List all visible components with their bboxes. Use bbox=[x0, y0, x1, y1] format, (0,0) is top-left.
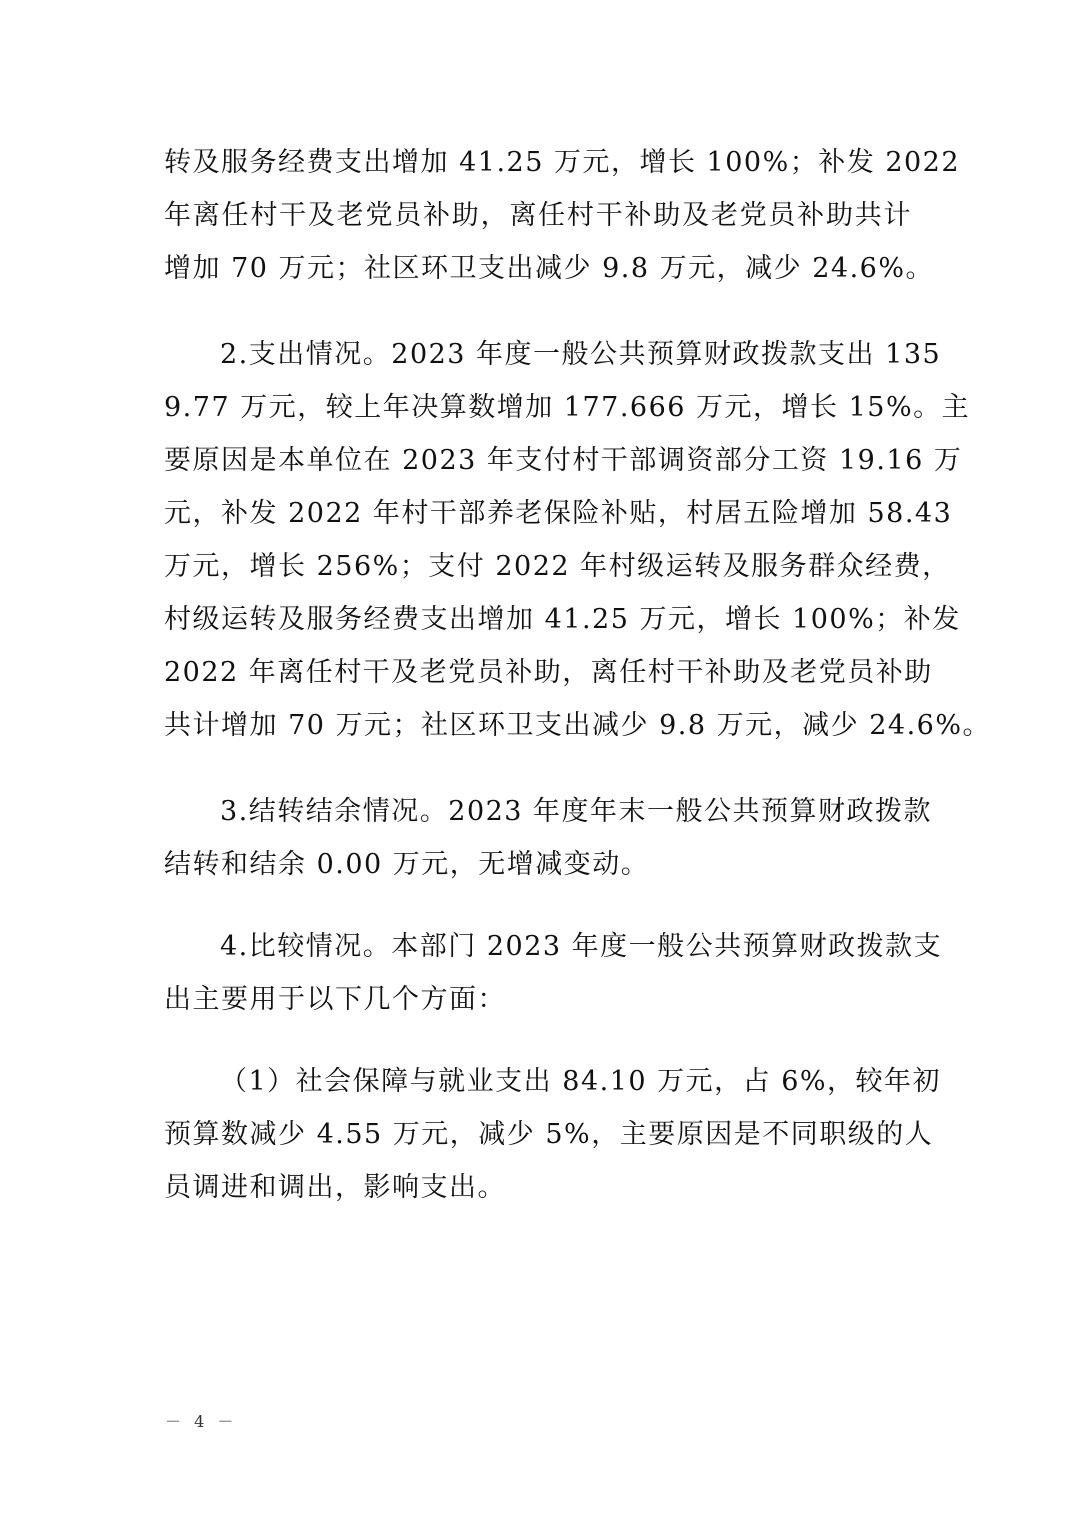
paragraph-line: 员调进和调出，影响支出。 bbox=[164, 1172, 506, 1203]
paragraph-line: 转及服务经费支出增加 41.25 万元，增长 100%；补发 2022 bbox=[164, 147, 961, 178]
paragraph-line: 要原因是本单位在 2023 年支付村干部调资部分工资 19.16 万 bbox=[164, 445, 963, 476]
paragraph-line: 出主要用于以下几个方面： bbox=[164, 984, 506, 1015]
paragraph-carryover bbox=[164, 785, 933, 891]
paragraph-line: 2.支出情况。2023 年度一般公共预算财政拨款支出 135 bbox=[220, 339, 942, 370]
paragraph-line: 村级运转及服务经费支出增加 41.25 万元，增长 100%；补发 bbox=[164, 604, 961, 635]
paragraph-line: 万元，增长 256%；支付 2022 年村级运转及服务群众经费， bbox=[164, 551, 951, 582]
paragraph-line: 2022 年离任村干及老党员补助，离任村干补助及老党员补助 bbox=[164, 657, 933, 688]
paragraph-line: 9.77 万元，较上年决算数增加 177.666 万元，增长 15%。主 bbox=[164, 392, 971, 423]
paragraph-line: （1）社会保障与就业支出 84.10 万元，占 6%，较年初 bbox=[220, 1066, 942, 1097]
paragraph-line: 年离任村干及老党员补助，离任村干补助及老党员补助共计 bbox=[164, 200, 912, 231]
paragraph-comparison bbox=[164, 920, 943, 1026]
paragraph-line: 4.比较情况。本部门 2023 年度一般公共预算财政拨款支 bbox=[220, 931, 943, 962]
paragraph-social-security bbox=[164, 1055, 942, 1214]
paragraph-line: 预算数减少 4.55 万元，减少 5%，主要原因是不同职级的人 bbox=[164, 1119, 934, 1150]
paragraph-line: 元，补发 2022 年村干部养老保险补贴，村居五险增加 58.43 bbox=[164, 498, 953, 529]
paragraph-continuation bbox=[164, 136, 961, 295]
paragraph-line: 3.结转结余情况。2023 年度年末一般公共预算财政拨款 bbox=[220, 796, 933, 827]
page-number: － 4 － bbox=[165, 1412, 238, 1431]
paragraph-line: 共计增加 70 万元；社区环卫支出减少 9.8 万元，减少 24.6%。 bbox=[164, 710, 991, 741]
paragraph-line: 增加 70 万元；社区环卫支出减少 9.8 万元，减少 24.6%。 bbox=[164, 253, 934, 284]
paragraph-line: 结转和结余 0.00 万元，无增减变动。 bbox=[164, 849, 650, 880]
paragraph-expenditure bbox=[164, 328, 991, 752]
